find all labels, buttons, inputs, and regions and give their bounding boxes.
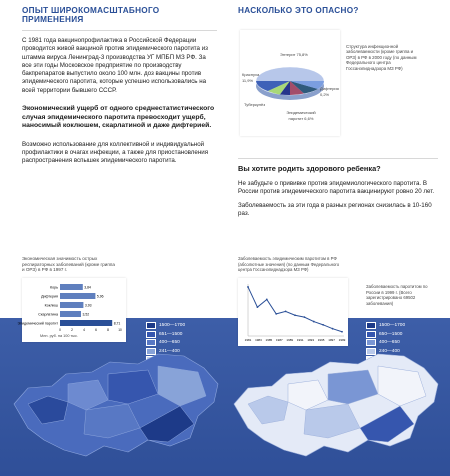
bar-chart xyxy=(17,278,126,342)
line-tick-label: 1997 xyxy=(328,338,335,342)
bar-tick-label: 8 xyxy=(107,328,109,332)
right-heading: НАСКОЛЬКО ЭТО ОПАСНО? xyxy=(238,6,359,15)
line-chart-caption: Заболеваемость эпидемическим паротитом в РФ (абсолютные значения) (по данным Федерального центра Госсанэпиднадзора МЗ РФ) xyxy=(238,256,340,273)
bar xyxy=(60,293,95,299)
bar-label: Скарлатина xyxy=(38,312,58,317)
legend-label: 651—1500 xyxy=(159,331,183,337)
legend-swatch xyxy=(146,331,156,338)
bar xyxy=(60,320,112,326)
right-column xyxy=(238,6,438,15)
left-heading: ОПЫТ ШИРОКОМАСШТАБНОГО ПРИМЕНЕНИЯ xyxy=(22,6,160,24)
pie-caption: Структура инфекционной заболеваемости (кроме гриппа и ОРЗ) в РФ в 2000 году (по данным Федерального центра Госсанэпиднадзора МЗ РФ) xyxy=(346,44,417,71)
right-question: Вы хотите родить здорового ребенка? xyxy=(238,164,381,173)
line-point xyxy=(313,321,315,323)
line-chart-card xyxy=(238,278,348,346)
line-point xyxy=(294,314,296,316)
left-column xyxy=(22,6,217,166)
legend-row xyxy=(146,331,185,338)
bar-label: Корь xyxy=(50,285,58,290)
left-paragraph-1: С 1981 года вакцинопрофилактика в Российской Федерации проводится живой вакциной против эпидемического паротита из штамма вируса Ленинград-3 производства УГ МПБП МЗ РФ. За все эти годы Московское предприятие по производству бакпрепаратов выпустило около 100 млн. доз вакцины против эпидемического паротита, которые успешно использовались на всей территории бывшего СССР. xyxy=(22,37,209,94)
line-tick-label: 1999 xyxy=(338,338,346,342)
legend-label: 650—1500 xyxy=(379,331,403,337)
bar xyxy=(60,311,81,317)
line-tick-label: 1985 xyxy=(265,338,273,342)
line-point xyxy=(322,324,324,326)
legend-label: 241—400 xyxy=(159,348,180,354)
legend-row xyxy=(146,322,185,329)
legend-label: 400—650 xyxy=(159,340,180,346)
line-tick-label: 1981 xyxy=(244,338,252,342)
bar-chart-xlabel: Млн. руб. на 100 тыс. xyxy=(40,334,78,338)
line-point xyxy=(266,299,268,301)
line-tick-label: 1993 xyxy=(307,338,315,342)
left-paragraph-2: Экономический ущерб от одного среднестатистического случая эпидемического паротита превосходит ущерб, наносимый коклюшем, скарлатиной и даже дифтерией. xyxy=(22,105,215,130)
bar-chart-card xyxy=(17,278,126,342)
legend-label: 1500—1700 xyxy=(379,323,406,328)
right-lower-text xyxy=(238,158,438,219)
right-paragraph-1: Не забудьте о прививке против эпидемиологического паротита. В России против эпидемического паротита вакцинируют ровно 20 лет. xyxy=(238,179,435,195)
pie-label-diphtheria: Дифтерия 0,2% xyxy=(320,86,339,97)
left-paragraph-3: Возможно использование для коллективной и индивидуальной профилактики в очагах инфекции, а также для приостановления распространения вспышек эпидемического паротита. xyxy=(22,140,209,165)
divider xyxy=(238,158,438,159)
legend-swatch xyxy=(146,322,156,329)
bar xyxy=(60,284,83,290)
bar-tick-label: 4 xyxy=(83,328,85,332)
legend-row xyxy=(366,322,405,329)
line-chart xyxy=(238,278,348,346)
line-point xyxy=(332,328,334,330)
pie-label-mumps: Эпидемический паротит 6,6% xyxy=(286,110,316,121)
line-point xyxy=(257,306,259,308)
right-map-caption: Заболеваемость паротитом по России в 1999 г. (Всего зарегистрировано 69502 заболевания) xyxy=(366,284,428,306)
right-russia-map xyxy=(228,344,443,464)
bar-label: Дифтерия xyxy=(41,294,58,299)
line-point xyxy=(304,316,306,318)
bar-value-label: 3,93 xyxy=(84,303,92,308)
bar-label: Эпидемический паротит xyxy=(17,321,58,326)
pie-label-tuberculosis: Туберкулёз xyxy=(244,102,266,107)
line-series-mumps xyxy=(248,287,342,332)
bar-tick-label: 2 xyxy=(71,328,73,332)
line-tick-label: 1995 xyxy=(317,338,325,342)
legend-row xyxy=(366,331,405,338)
legend-label: 1500—1700 xyxy=(159,323,186,328)
line-tick-label: 1983 xyxy=(255,338,262,342)
line-point xyxy=(275,313,277,315)
line-point xyxy=(247,286,249,288)
pie-label-enteritis: Энтерит 75,8% xyxy=(280,52,308,57)
bar-chart-caption: Экономическая значимость острых респираторных заболеваний (кроме гриппа и ОРЗ) в РФ в 1997 г. xyxy=(22,256,115,273)
legend-swatch xyxy=(366,322,376,329)
legend-label: 400—650 xyxy=(379,340,400,346)
bar-tick-label: 0 xyxy=(59,328,61,332)
bar-value-label: 8,71 xyxy=(113,321,121,326)
line-tick-label: 1989 xyxy=(286,338,294,342)
left-russia-map xyxy=(8,344,223,464)
left-map-caption: Охват вакцинацией против эпидемического паротита по России в 1999 г. (тыс. доз) xyxy=(140,290,213,307)
bar-tick-label: 10 xyxy=(118,328,122,332)
bar-value-label: 3,84 xyxy=(84,285,91,290)
divider xyxy=(22,30,217,31)
line-tick-label: 1987 xyxy=(275,338,283,342)
right-paragraph-2: Заболеваемость за эти года в разных регионах снизилась в 10-160 раз. xyxy=(238,202,432,218)
bar-value-label: 5,96 xyxy=(96,294,104,299)
line-point xyxy=(341,331,343,333)
legend-label: 240—400 xyxy=(379,348,400,354)
line-point xyxy=(285,310,287,312)
bar-tick-label: 6 xyxy=(95,328,97,332)
bar-value-label: 3,52 xyxy=(82,312,90,317)
bar-label: Коклюш xyxy=(44,303,58,308)
pie-label-rubella: Краснуха 11,9% xyxy=(242,72,260,83)
pie-chart-card xyxy=(240,30,340,136)
bar xyxy=(60,302,83,308)
line-tick-label: 1991 xyxy=(296,338,304,342)
legend-swatch xyxy=(366,331,376,338)
